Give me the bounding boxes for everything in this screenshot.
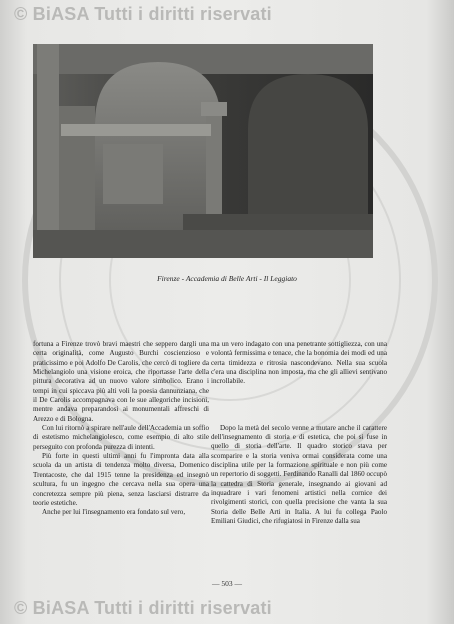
page-number: — 503 — [212, 579, 242, 588]
watermark-top: © BiASA Tutti i diritti riservati [14, 4, 272, 24]
paragraph: Più forte in questi ultimi anni fu l'impronta data alla scuola da un artista di tendenza molto diversa, Domenico Trentacoste, che dal 1915 tenne la presidenza ed insegnò scultura, fu un ingegno che cercava nella sua opera una concretezza sempre più piena, senza lasciarsi distrarre da teorie estetiche. [33, 452, 209, 507]
paragraph-gap [211, 387, 387, 424]
photo-caption: Firenze - Accademia di Belle Arti - Il Leggiato [157, 274, 297, 283]
paragraph: fortuna a Firenze trovò bravi maestri che seppero dargli una certa originalità, come Augusto Burchi coscienzioso e praticissimo e poi Adolfo De Carolis, che cercò di togliere da Michelangiolo una visione eroica, che riportasse l'arte della pittura decorativa ad un nuovo valore simbolico. Erano i tempi in cui spiccava più alti voli la poesia dannunziana, che il De Carolis accompagnava con le sue allegoriche incisioni, mentre andava preparandosi ai monumentali affreschi di Arezzo e di Bologna. [33, 340, 209, 423]
paragraph: ma un vero indagato con una penetrante sottigliezza, con una volontà fermissima e tenace, che la bonomia dei modi ed una certa timidezza e ritrosia nascondevano. Nella sua scuola c'era una disciplina non imposta, ma che gli allievi sentivano incrollabile. [211, 340, 387, 386]
paragraph: Con lui ritornò a spirare nell'aule dell'Accademia un soffio di estetismo michelangiolesco, come esempio di alto stile perseguito con profonda purezza di intenti. [33, 424, 209, 451]
paragraph: Anche per lui l'insegnamento era fondato sul vero, [42, 508, 186, 517]
text-column-right [211, 340, 387, 527]
paragraph: Dopo la metà del secolo venne a mutare anche il carattere dell'insegnamento di storia e di estetica, che poi si fuse in quello di storia dell'arte. Il quadro storico stava per scomparire e la storia veniva ormai considerata come una disciplina utile per la formazione spirituale e non più come un repertorio di soggetti. Ferdinando Ranalli dal 1860 occupò la cattedra di Storia generale, insegnando ai giovani ad inquadrare i vari fenomeni artistici nella cornice dei rivolgimenti storici, con quella precisione che vanta la sua Storia delle Belle Arti in Italia. A lui fu collega Paolo Emiliani Giudici, che rifugiatosi in Firenze dalla sua [211, 423, 387, 526]
watermark-bottom: © BiASA Tutti i diritti riservati [14, 598, 272, 618]
text-column-left [33, 340, 209, 518]
arcade-photo [33, 44, 373, 258]
